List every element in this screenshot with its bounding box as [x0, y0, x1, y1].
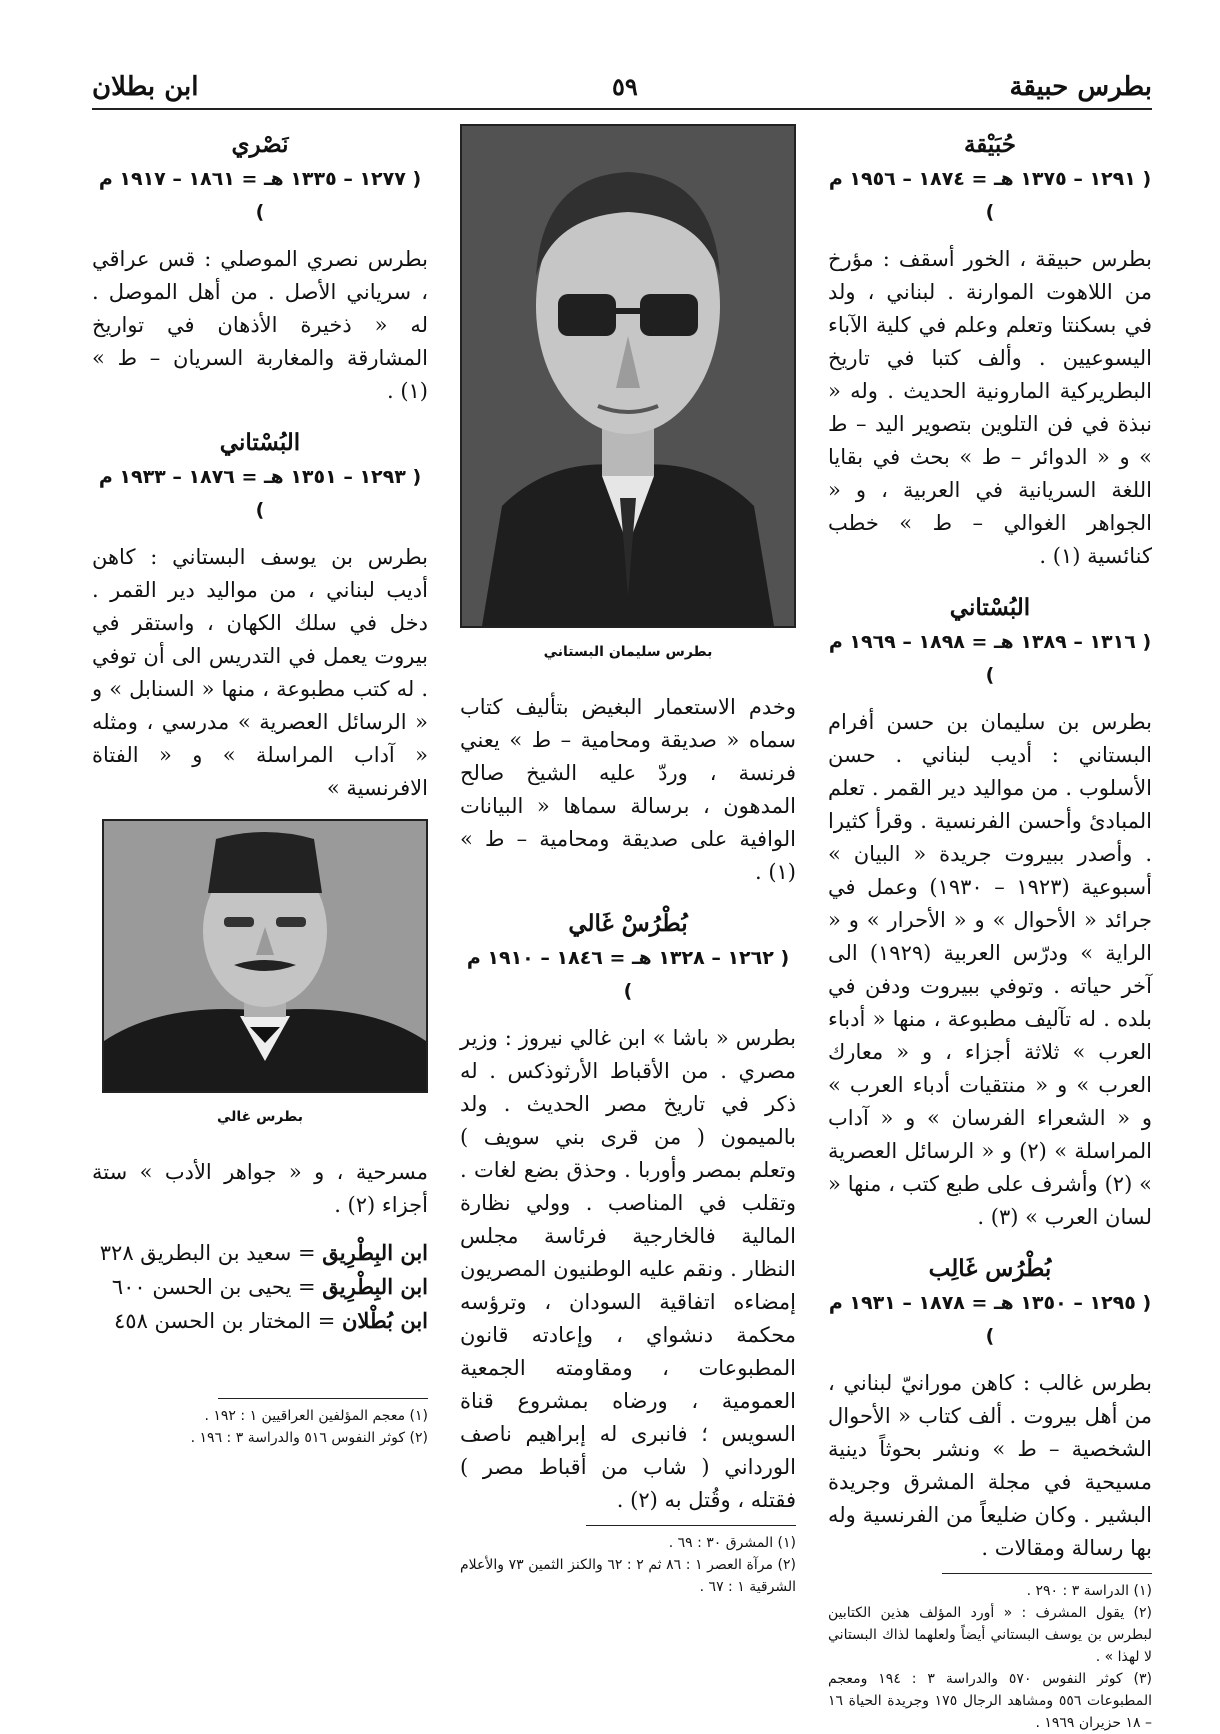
- entry-dates: ( ١٢٦٢ – ١٣٢٨ هـ = ١٨٤٦ – ١٩١٠ م ): [466, 947, 790, 1002]
- continued-text: وخدم الاستعمار البغيض بتأليف كتاب سماه « صديقة ومحامية – ط » يعني فرنسة ، وردّ عليه الشيخ صالح المدهون ، برسالة سماها « البيانات الوافية على صديقة ومحامية – ط » (١) .: [460, 695, 796, 884]
- portrait-illustration: [104, 821, 426, 1091]
- footnote-rule: [942, 1573, 1152, 1574]
- cross-reference: [92, 1270, 428, 1304]
- page-header: [92, 68, 1152, 110]
- entry-bustani-butrus-sulayman: [828, 591, 1152, 1234]
- page-number: ٥٩: [602, 72, 648, 101]
- continued-text: مسرحية ، و « جواهر الأدب » ستة أجزاء (٢) .: [92, 1160, 428, 1217]
- entry-nasri: [92, 128, 428, 408]
- entry-title: حُبَيْقة: [963, 131, 1017, 158]
- entry-dates: ( ١٢٩١ – ١٣٧٥ هـ = ١٨٧٤ – ١٩٥٦ م ): [828, 168, 1152, 223]
- left-column: [92, 124, 428, 1449]
- cross-references: [92, 1236, 428, 1338]
- photo-caption: بطرس سليمان البستاني: [543, 644, 713, 660]
- photo-caption: بطرس غالي: [216, 1109, 304, 1125]
- entry-butrus-ghali: [460, 907, 796, 1517]
- entry-bustani-butrus-yusuf: [92, 426, 428, 805]
- entry-title: بُطْرُس غَالِب: [928, 1255, 1052, 1282]
- entry-body: بطرس نصري الموصلي : قس عراقي ، سرياني الأصل . من أهل الموصل . له « ذخيرة الأذهان في تواريخ المشارقة والمغاربة السريان – ط » (١) .: [92, 247, 428, 403]
- entry-dates: ( ١٣١٦ – ١٣٨٩ هـ = ١٨٩٨ – ١٩٦٩ م ): [828, 631, 1152, 686]
- running-title-right: بطرس حبيقة: [1009, 72, 1152, 102]
- entry-body: بطرس « باشا » ابن غالي نيروز : وزير مصري . من الأقباط الأرثوذكس . له ذكر في تاريخ مصر الحديث . ولد بالميمون ( من قرى بني سويف ) وتعلم بمصر وأوربا . وحذق بضع لغات . وتقلب في المناصب . وولي نظارة المالية فالخارجية فرئاسة مجلس النظار . ونقم عليه الوطنيون المصريون إمضاءه اتفاقية السودان ، وترؤسه محكمة دنشواي ، وإعادته قانون المطبوعات ، ومقاومته الجمعية العمومية ، ورضاه بمشروع قناة السويس ؛ فانبرى له إبراهيم ناصف الورداني ( شاب من أقباط مصر ) فقتله ، وقُتل به (٢) .: [460, 1026, 796, 1512]
- entry-title: البُسْتاني: [219, 429, 301, 456]
- cross-reference: [92, 1304, 428, 1338]
- footnotes: [828, 1580, 1152, 1734]
- footnote: (٢) كوثر النفوس ٥١٦ والدراسة ٣ : ١٩٦ .: [190, 1430, 428, 1446]
- footnotes: [460, 1532, 796, 1598]
- entry-title: بُطْرُسْ غَالي: [568, 910, 688, 937]
- portrait-photo-butrus-ghali: [102, 819, 428, 1093]
- entry-butrus-ghalib: [828, 1252, 1152, 1565]
- footnote: (٣) كوثر النفوس ٥٧٠ والدراسة ٣ : ١٩٤ ومعجم المطبوعات ٥٥٦ ومشاهد الرجال ١٧٥ وجريدة الحياة ١٦ – ١٨ حزيران ١٩٦٩ .: [828, 1671, 1152, 1731]
- right-column: [828, 124, 1152, 1734]
- middle-column: [460, 124, 796, 1598]
- portrait-photo-butrus-sulayman-bustani: [460, 124, 796, 628]
- footnote: (٢) مرآة العصر ١ : ٨٦ ثم ٢ : ٦٢ والكنز الثمين ٧٣ والأعلام الشرقية ١ : ٦٧ .: [460, 1557, 796, 1595]
- footnote: (٢) يقول المشرف : « أورد المؤلف هذين الكتابين لبطرس بن يوسف البستاني أيضاً ولعلهما لذاك البستاني لا لهذا » .: [828, 1605, 1152, 1665]
- cross-ref-target: = سعيد بن البطريق ٣٢٨: [99, 1241, 316, 1265]
- cross-ref-target: = المختار بن الحسن ٤٥٨: [114, 1309, 336, 1333]
- footnotes: [92, 1405, 428, 1449]
- footnote: (١) معجم المؤلفين العراقيين ١ : ١٩٢ .: [204, 1408, 428, 1424]
- entry-dates: ( ١٢٧٧ – ١٣٣٥ هـ = ١٨٦١ – ١٩١٧ م ): [98, 168, 422, 223]
- footnote: (١) الدراسة ٣ : ٢٩٠ .: [1026, 1583, 1152, 1599]
- running-title-left: ابن بطلان: [92, 72, 199, 102]
- cross-ref-name: ابن البِطْرِيق: [322, 1240, 428, 1265]
- footnote: (١) المشرق ٣٠ : ٦٩ .: [668, 1535, 796, 1551]
- entry-dates: ( ١٢٩٣ – ١٣٥١ هـ = ١٨٧٦ – ١٩٣٣ م ): [98, 466, 422, 521]
- entry-body: بطرس بن يوسف البستاني : كاهن أديب لبناني ، من مواليد دير القمر . دخل في سلك الكهان ، واستقر في بيروت يعمل في التدريس الى أن توفي . له كتب مطبوعة ، منها « السنابل » و « الرسائل العصرية » مدرسي ، ومثله « آداب المراسلة » و « الفتاة الافرنسية »: [92, 545, 428, 800]
- portrait-illustration: [462, 126, 794, 626]
- entry-body: بطرس بن سليمان بن حسن أفرام البستاني : أديب لبناني . حسن الأسلوب . من مواليد دير القمر . تعلم المبادئ وأحسن الفرنسية . وقرأ كثيرا . وأصدر ببيروت جريدة « البيان » أسبوعية (١٩٢٣ – ١٩٣٠) وعمل في جرائد « الأحوال » و « الأحرار » و « الراية » ودرّس العربية (١٩٢٩) الى آخر حياته . وتوفي ببيروت ودفن في بلده . له تآليف مطبوعة ، منها « أدباء العرب » ثلاثة أجزاء ، و « معارك العرب » و « منتقيات أدباء العرب » و « الشعراء الفرسان » و « آداب المراسلة » (٢) و « الرسائل العصرية » (٢) وأشرف على طبع كتب ، منها « لسان العرب » (٣) .: [828, 710, 1153, 1229]
- entry-title: نَصْري: [231, 131, 289, 158]
- entry-title: البُسْتاني: [949, 594, 1031, 621]
- cross-ref-target: = يحيى بن الحسن ٦٠٠: [111, 1275, 316, 1299]
- cross-ref-name: ابن البِطْرِيق: [322, 1274, 428, 1299]
- entry-dates: ( ١٢٩٥ – ١٣٥٠ هـ = ١٨٧٨ – ١٩٣١ م ): [828, 1292, 1152, 1347]
- cross-ref-name: ابن بُطْلان: [342, 1308, 428, 1333]
- footnote-rule: [586, 1525, 796, 1526]
- entry-body: بطرس غالب : كاهن مورانيّ لبناني ، من أهل بيروت . ألف كتاب « الأحوال الشخصية – ط » ونشر بحوثاً دينية مسيحية في مجلة المشرق وجريدة البشير . وكان ضليعاً من الفرنسية وله بها رسالة ومقالات .: [828, 1371, 1152, 1560]
- entry-body: بطرس حبيقة ، الخور أسقف : مؤرخ من اللاهوت الموارنة . لبناني ، ولد في بسكنتا وتعلم وعلم في كلية الآباء اليسوعيين . وألف كتبا في تاريخ البطريركية المارونية الحديث . وله « نبذة في فن التلوين بتصوير اليد – ط » و « الدوائر – ط » بحث في بقايا اللغة السريانية في العربية ، و « الجواهر الغوالي – ط » خطب كنائسية (١) .: [828, 247, 1152, 568]
- cross-reference: [92, 1236, 428, 1270]
- entry-habaiqa: [828, 128, 1152, 573]
- footnote-rule: [218, 1398, 428, 1399]
